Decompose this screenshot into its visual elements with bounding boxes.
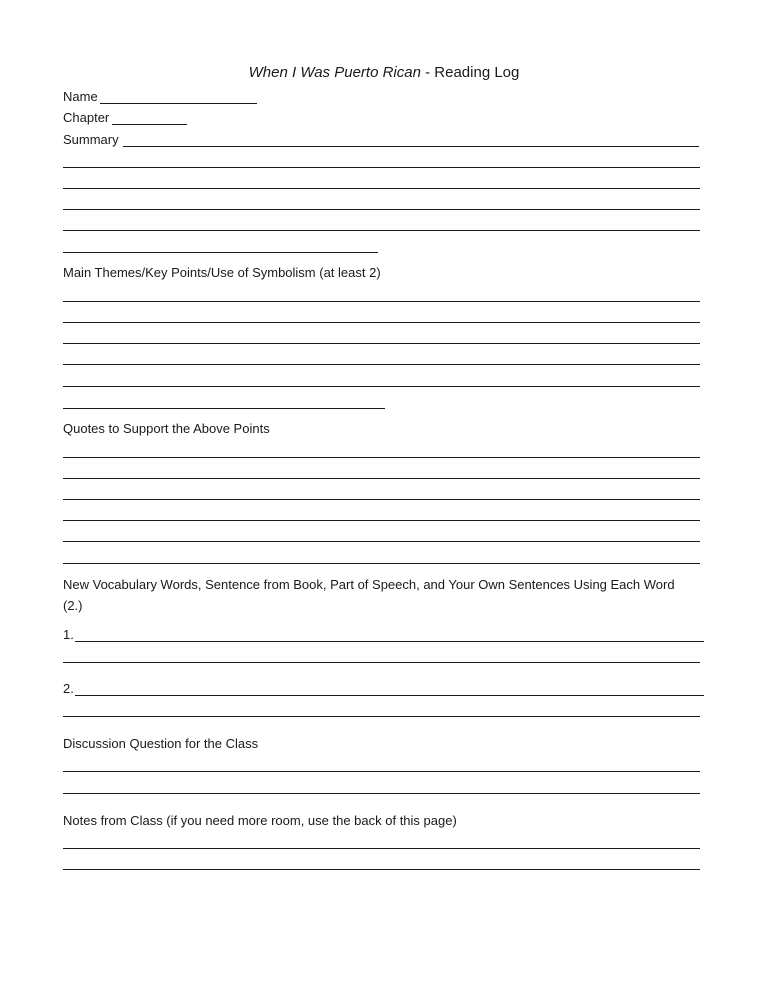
- discussion-line[interactable]: [63, 771, 700, 772]
- themes-line[interactable]: [63, 301, 700, 302]
- quotes-line[interactable]: [63, 499, 700, 500]
- quotes-line[interactable]: [63, 457, 700, 458]
- title-separator: -: [420, 64, 435, 81]
- themes-line[interactable]: [63, 322, 700, 323]
- themes-line[interactable]: [63, 364, 700, 365]
- name-field-line[interactable]: [100, 103, 257, 104]
- page-title: [0, 63, 768, 83]
- themes-line[interactable]: [63, 386, 700, 387]
- quotes-heading: Quotes to Support the Above Points: [63, 421, 270, 436]
- vocab-heading: New Vocabulary Words, Sentence from Book, Part of Speech, and Your Own Sentences Using Each Word: [63, 577, 675, 592]
- discussion-line[interactable]: [63, 793, 700, 794]
- notes-heading: Notes from Class (if you need more room, use the back of this page): [63, 813, 457, 828]
- summary-field-line[interactable]: [123, 146, 699, 147]
- summary-label: Summary: [63, 132, 119, 147]
- chapter-label: Chapter: [63, 110, 110, 125]
- summary-line-short[interactable]: [63, 252, 378, 253]
- notes-line[interactable]: [63, 848, 700, 849]
- quotes-line[interactable]: [63, 478, 700, 479]
- book-title: When I Was Puerto Rican: [248, 64, 421, 81]
- summary-line[interactable]: [63, 167, 700, 168]
- vocab-item-1-line[interactable]: [63, 662, 700, 663]
- themes-line[interactable]: [63, 343, 700, 344]
- vocab-item-1-number: 1.: [63, 627, 74, 642]
- title-suffix: Reading Log: [434, 64, 520, 81]
- discussion-heading: Discussion Question for the Class: [63, 736, 259, 751]
- quotes-line[interactable]: [63, 563, 700, 564]
- vocab-item-2-number: 2.: [63, 681, 74, 696]
- summary-line[interactable]: [63, 188, 700, 189]
- quotes-line[interactable]: [63, 520, 700, 521]
- vocab-item-2-line[interactable]: [63, 716, 700, 717]
- quotes-line[interactable]: [63, 541, 700, 542]
- summary-line[interactable]: [63, 209, 700, 210]
- themes-heading: Main Themes/Key Points/Use of Symbolism (at least 2): [63, 265, 381, 280]
- chapter-field-line[interactable]: [112, 124, 187, 125]
- vocab-item-2-line[interactable]: [75, 695, 704, 696]
- themes-line-short[interactable]: [63, 408, 385, 409]
- vocab-heading-continued: (2.): [63, 598, 83, 613]
- summary-line[interactable]: [63, 230, 700, 231]
- notes-line[interactable]: [63, 869, 700, 870]
- vocab-item-1-line[interactable]: [75, 641, 704, 642]
- name-label: Name: [63, 89, 98, 104]
